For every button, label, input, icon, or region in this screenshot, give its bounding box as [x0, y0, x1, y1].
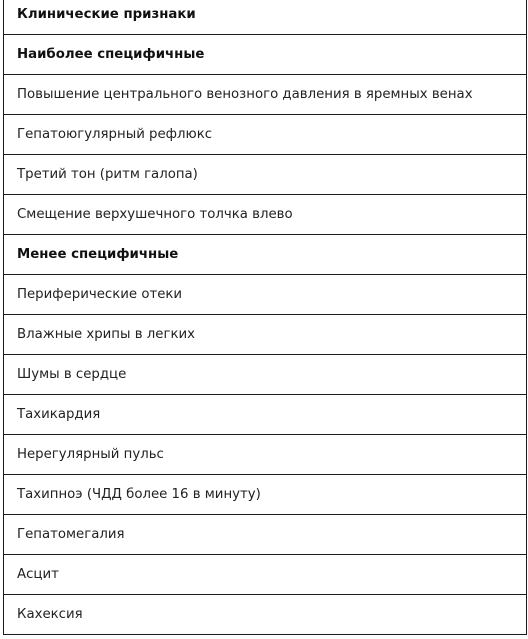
table-row [4, 195, 526, 235]
table-row [4, 315, 526, 355]
table-row [4, 75, 526, 115]
group-title: Менее специфичные [17, 247, 179, 262]
row-label: Смещение верхушечного толчка влево [17, 207, 293, 222]
table-row [4, 515, 526, 555]
row-label: Шумы в сердце [17, 367, 127, 382]
row-label: Периферические отеки [17, 287, 183, 302]
row-label: Гепатомегалия [17, 527, 125, 542]
table-row [4, 395, 526, 435]
row-label: Тахипноэ (ЧДД более 16 в минуту) [17, 487, 261, 502]
table-row [4, 555, 526, 595]
table-header-label: Клинические признаки [17, 7, 196, 22]
row-label: Кахексия [17, 607, 83, 622]
table-row [4, 115, 526, 155]
group-header-most-specific [4, 35, 526, 75]
row-label: Тахикардия [17, 407, 101, 422]
row-label: Асцит [17, 567, 59, 582]
clinical-signs-table [3, 0, 527, 635]
group-title: Наиболее специфичные [17, 47, 205, 62]
table-row [4, 355, 526, 395]
table-row [4, 475, 526, 515]
table-header [4, 0, 526, 35]
group-header-less-specific [4, 235, 526, 275]
row-label: Влажные хрипы в легких [17, 327, 195, 342]
row-label: Повышение центрального венозного давления в яремных венах [17, 87, 473, 102]
table-row [4, 275, 526, 315]
table-row [4, 595, 526, 635]
table-row [4, 435, 526, 475]
row-label: Гепатоюгулярный рефлюкс [17, 127, 213, 142]
row-label: Третий тон (ритм галопа) [17, 167, 198, 182]
table-row [4, 155, 526, 195]
row-label: Нерегулярный пульс [17, 447, 164, 462]
